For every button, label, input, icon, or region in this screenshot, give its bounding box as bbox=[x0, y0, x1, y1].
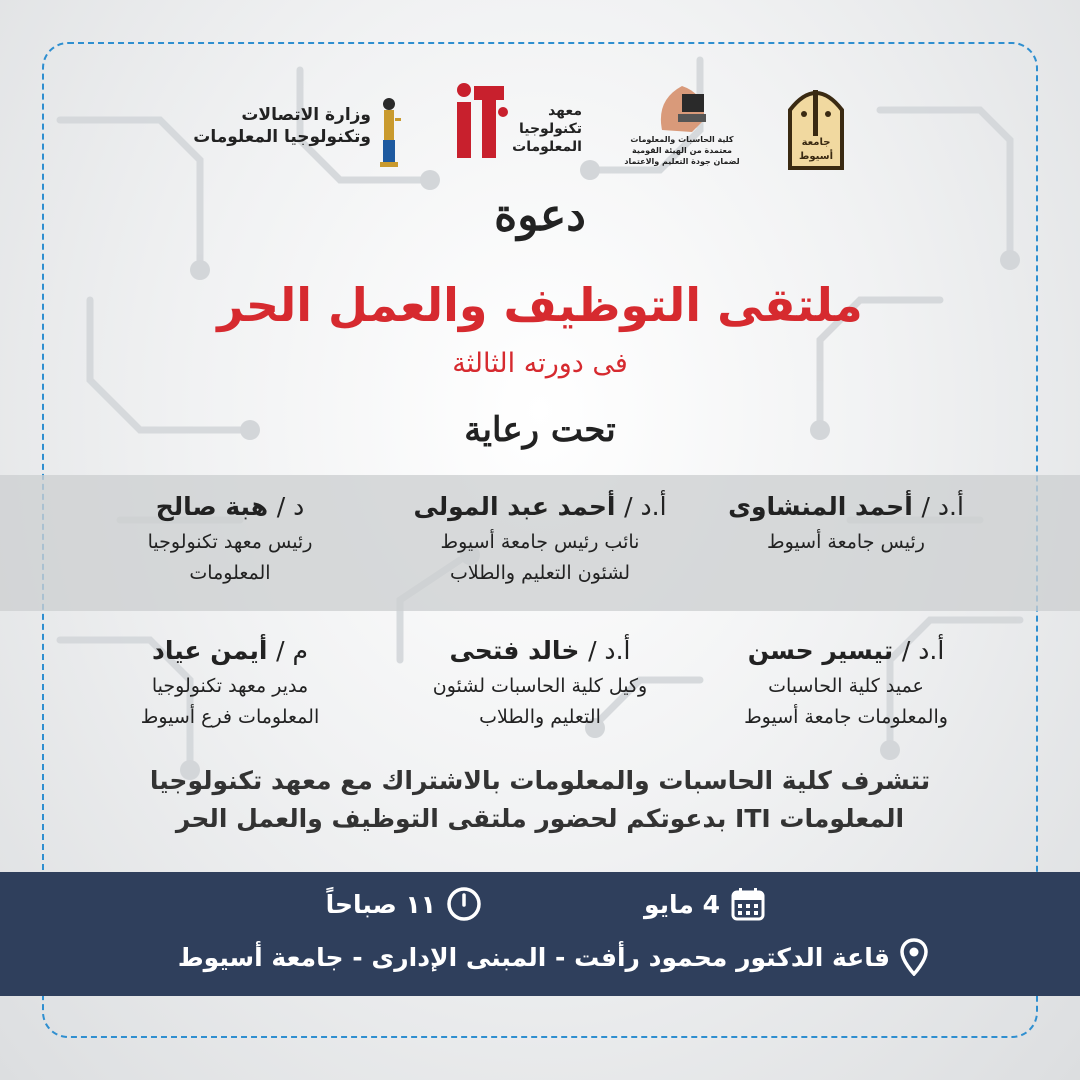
patron-name: تيسير حسن bbox=[747, 636, 894, 665]
egyptian-figure-icon bbox=[375, 96, 403, 168]
event-location bbox=[178, 938, 928, 976]
patron-card bbox=[380, 492, 700, 589]
patron-role: وكيل كلية الحاسبات لشئون التعليم والطلاب bbox=[432, 675, 648, 728]
event-date-text: 4 مايو bbox=[643, 889, 720, 919]
iti-logo-line3: المعلومات bbox=[512, 139, 582, 155]
patron-title: أ.د / bbox=[624, 492, 667, 521]
ministry-logo-line2: وتكنولوجيا المعلومات bbox=[193, 127, 371, 147]
invitation-text bbox=[60, 762, 1020, 838]
event-location-text: قاعة الدكتور محمود رأفت - المبنى الإدارى - جامعة أسيوط bbox=[177, 942, 890, 972]
patron-name: أحمد المنشاوى bbox=[728, 492, 913, 521]
event-date bbox=[644, 886, 766, 922]
invitation-line1: تتشرف كلية الحاسبات والمعلومات بالاشتراك مع معهد تكنولوجيا bbox=[149, 766, 931, 795]
university-logo bbox=[786, 80, 846, 170]
university-logo-text: جامعة أسيوط bbox=[799, 137, 833, 162]
faculty-logo-line3: لضمان جودة التعليم والاعتماد bbox=[624, 157, 740, 166]
ministry-logo-line1: وزارة الاتصالات bbox=[241, 105, 371, 125]
event-details-band bbox=[0, 872, 1080, 996]
event-title: ملتقى التوظيف والعمل الحر bbox=[217, 278, 863, 332]
patron-role: رئيس جامعة أسيوط bbox=[767, 531, 925, 553]
calendar-icon bbox=[730, 886, 766, 922]
patron-title: أ.د / bbox=[901, 636, 945, 665]
iti-logo-line2: تكنولوجيا bbox=[519, 121, 582, 137]
faculty-logo bbox=[622, 80, 742, 172]
patron-card bbox=[686, 636, 1006, 733]
patron-name: أيمن عياد bbox=[152, 636, 268, 665]
patron-title: د / bbox=[276, 492, 305, 521]
patron-card bbox=[70, 636, 390, 733]
patron-card bbox=[686, 492, 1006, 558]
patron-card bbox=[70, 492, 390, 589]
edition-subtitle: فى دورته الثالثة bbox=[452, 348, 628, 379]
patron-name: هبة صالح bbox=[155, 492, 269, 521]
patron-role: رئيس معهد تكنولوجيا المعلومات bbox=[147, 531, 313, 584]
iti-logo bbox=[452, 80, 582, 162]
patron-card bbox=[380, 636, 700, 733]
patron-name: خالد فتحى bbox=[449, 636, 580, 665]
iti-logo-line1: معهد bbox=[548, 103, 582, 119]
patron-role: عميد كلية الحاسبات والمعلومات جامعة أسيوط bbox=[744, 675, 948, 728]
faculty-emblem-icon bbox=[652, 80, 712, 136]
clock-icon bbox=[446, 886, 482, 922]
faculty-logo-line2: معتمدة من الهيئة القومية bbox=[632, 146, 732, 155]
location-pin-icon bbox=[900, 938, 928, 976]
patron-title: م / bbox=[276, 636, 308, 665]
event-time-text: ١١ صباحاً bbox=[325, 889, 436, 919]
invitation-line2: المعلومات ITI بدعوتكم لحضور ملتقى التوظيف والعمل الحر bbox=[175, 804, 905, 833]
patron-title: أ.د / bbox=[588, 636, 631, 665]
patron-name: أحمد عبد المولى bbox=[413, 492, 616, 521]
patronage-heading: تحت رعاية bbox=[464, 410, 616, 450]
patron-role: نائب رئيس جامعة أسيوط لشئون التعليم والطلاب bbox=[440, 531, 640, 584]
patron-role: مدير معهد تكنولوجيا المعلومات فرع أسيوط bbox=[140, 675, 320, 728]
ministry-logo bbox=[193, 96, 403, 166]
patron-title: أ.د / bbox=[921, 492, 964, 521]
iti-mark-icon bbox=[452, 80, 510, 162]
event-time bbox=[326, 886, 482, 922]
invitation-heading: دعوة bbox=[494, 190, 586, 241]
faculty-logo-line1: كلية الحاسبات والمعلومات bbox=[630, 135, 734, 144]
